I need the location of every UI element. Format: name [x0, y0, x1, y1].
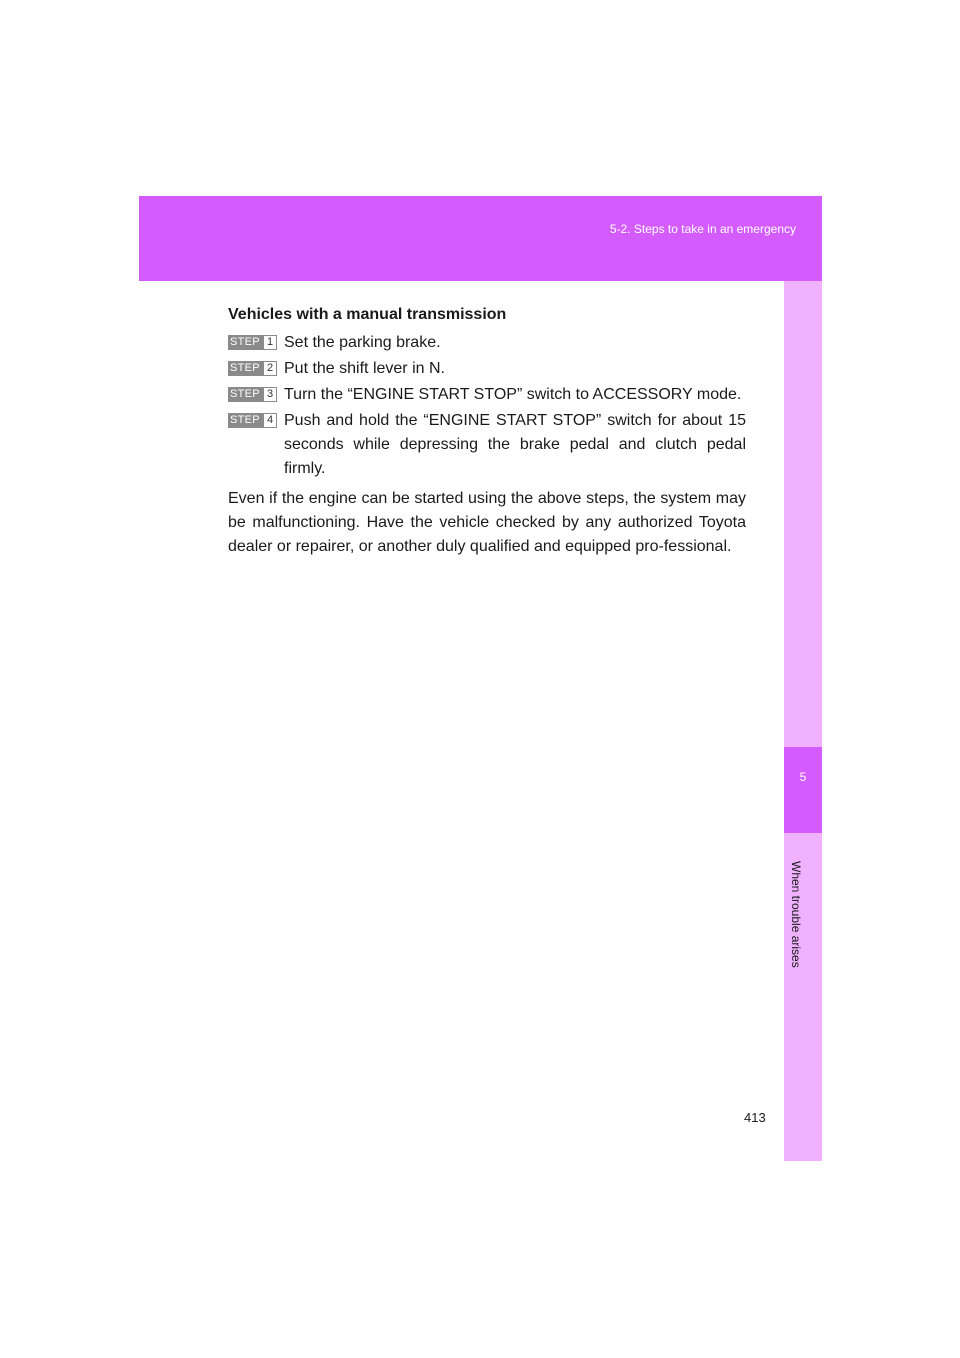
step-badge-number: 2	[263, 361, 277, 376]
step-badge-number: 1	[263, 335, 277, 350]
step-badge	[228, 387, 277, 402]
step-text: Push and hold the “ENGINE START STOP” switch for about 15 seconds while depressing the brake pedal and clutch pedal firmly.	[284, 412, 746, 477]
note-paragraph: Even if the engine can be started using the above steps, the system may be malfunctioning. Have the vehicle checked by any authorized Toyota dealer or repairer, or another duly qualified and equipped pro-fessional.	[228, 490, 746, 555]
chapter-side-tab	[784, 281, 822, 1161]
step-badge-number: 3	[263, 387, 277, 402]
step-item	[228, 409, 746, 481]
step-item	[228, 331, 746, 355]
step-badge-number: 4	[263, 413, 277, 428]
section-title: 5-2. Steps to take in an emergency	[609, 222, 796, 236]
step-item	[228, 357, 746, 381]
subheading: Vehicles with a manual transmission	[228, 306, 507, 323]
step-text: Put the shift lever in N.	[284, 360, 445, 377]
step-badge-word: STEP	[228, 387, 263, 402]
page-number: 413	[744, 1110, 766, 1125]
chapter-number-box	[784, 747, 822, 833]
step-item	[228, 383, 746, 407]
step-text: Set the parking brake.	[284, 334, 441, 351]
chapter-number: 5	[799, 770, 807, 784]
step-badge	[228, 335, 277, 350]
step-badge-word: STEP	[228, 361, 263, 376]
page-content	[228, 303, 746, 559]
step-badge	[228, 361, 277, 376]
step-badge-word: STEP	[228, 413, 263, 428]
step-text: Turn the “ENGINE START STOP” switch to ACCESSORY mode.	[284, 386, 742, 403]
header-band	[139, 196, 822, 281]
chapter-name: When trouble arises	[789, 861, 803, 968]
step-badge	[228, 413, 277, 428]
step-badge-word: STEP	[228, 335, 263, 350]
